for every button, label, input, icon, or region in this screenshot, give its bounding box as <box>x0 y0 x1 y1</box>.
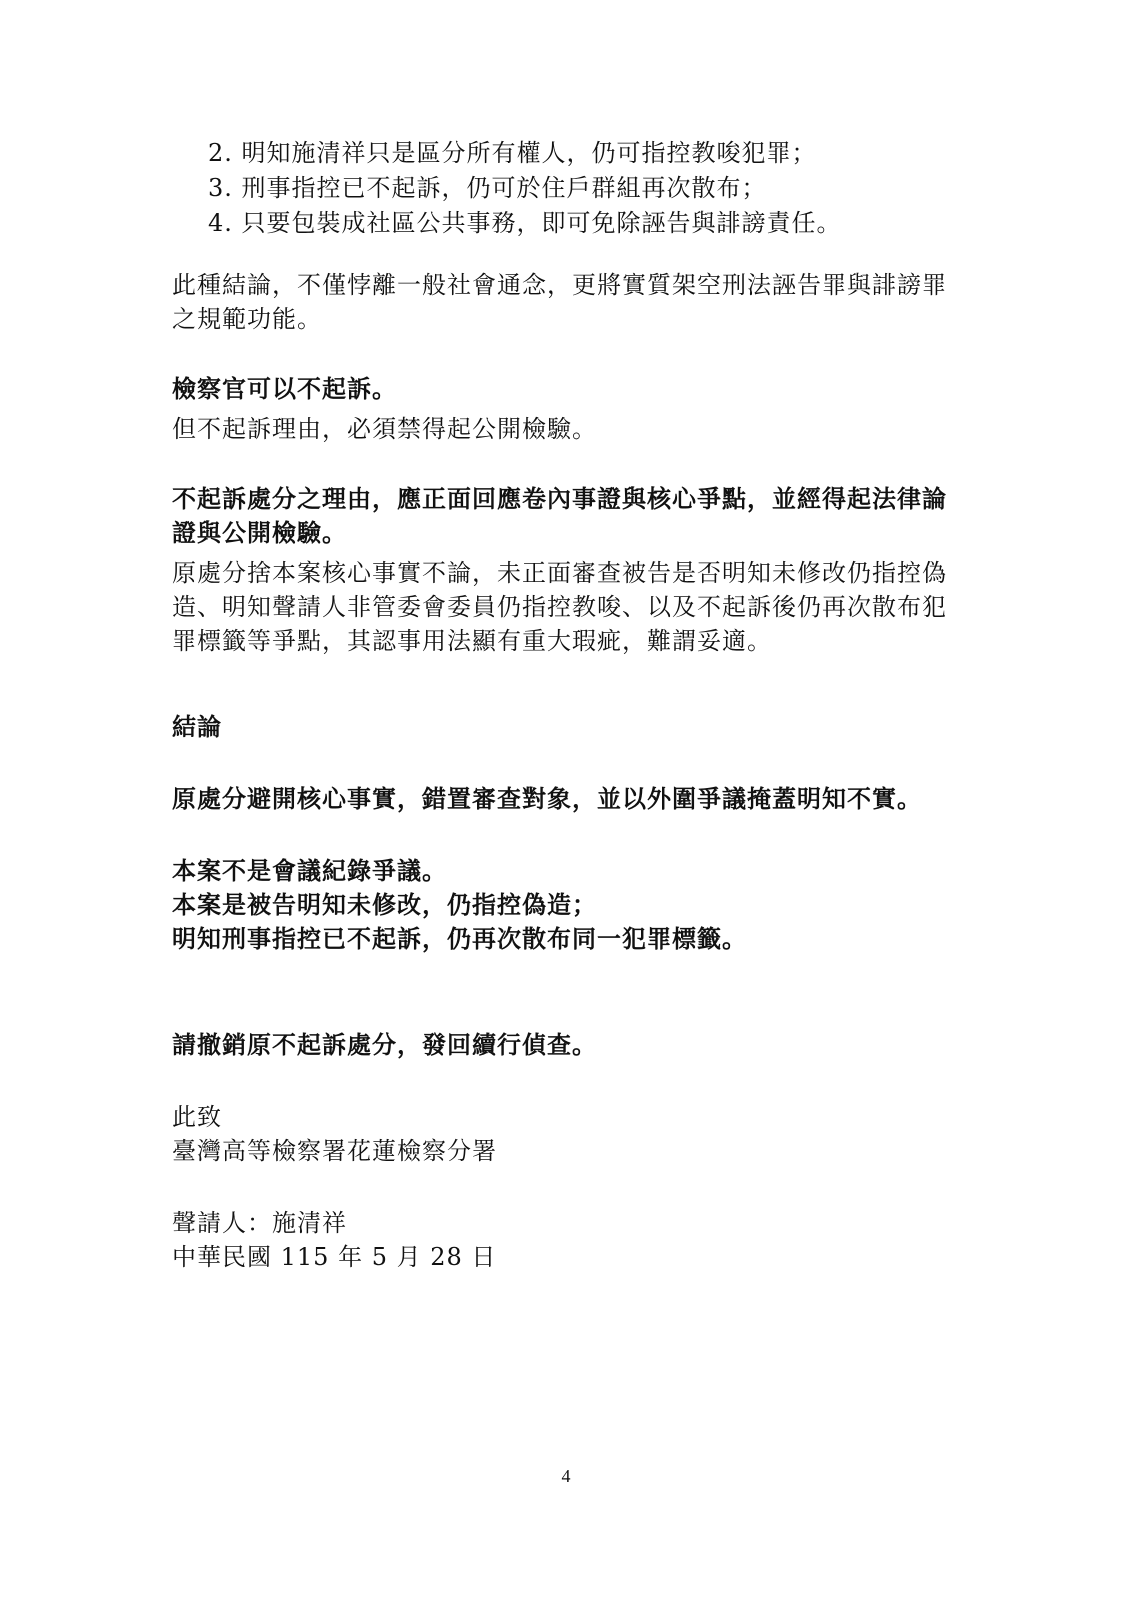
reason-heading: 不起訴處分之理由，應正面回應卷內事證與核心爭點，並經得起法律論證與公開檢驗。 <box>172 484 947 547</box>
summary-line: 本案是被告明知未修改，仍指控偽造； <box>172 890 597 919</box>
request-line: 請撤銷原不起訴處分，發回續行偵查。 <box>172 1030 597 1059</box>
numbered-list <box>208 136 952 240</box>
recipient: 臺灣高等檢察署花蓮檢察分署 <box>172 1137 497 1165</box>
summary-line: 本案不是會議紀錄爭議。 <box>172 856 447 885</box>
document-body <box>172 136 952 1274</box>
list-item: 4. 只要包裝成社區公共事務，即可免除誣告與誹謗責任。 <box>208 209 842 237</box>
conclusion-paragraph: 此種結論，不僅悖離一般社會通念，更將實質架空刑法誣告罪與誹謗罪之規範功能。 <box>172 271 947 333</box>
list-item: 2. 明知施清祥只是區分所有權人，仍可指控教唆犯罪； <box>208 139 817 167</box>
applicant: 聲請人：施清祥 <box>172 1209 347 1237</box>
page-number: 4 <box>561 1466 571 1486</box>
summary-line: 明知刑事指控已不起訴，仍再次散布同一犯罪標籤。 <box>172 924 747 953</box>
reason-paragraph: 但不起訴理由，必須禁得起公開檢驗。 <box>172 415 597 443</box>
prosecutor-heading: 檢察官可以不起訴。 <box>172 374 397 403</box>
closing-salutation: 此致 <box>172 1103 222 1131</box>
document-date: 中華民國 115 年 5 月 28 日 <box>172 1243 497 1271</box>
list-item: 3. 刑事指控已不起訴，仍可於住戶群組再次散布； <box>208 174 767 202</box>
summary-paragraph: 原處分避開核心事實，錯置審查對象，並以外圍爭議掩蓋明知不實。 <box>172 784 922 813</box>
original-disposition-paragraph: 原處分捨本案核心事實不論，未正面審查被告是否明知未修改仍指控偽造、明知聲請人非管委會委員仍指控教唆、以及不起訴後仍再次散布犯罪標籤等爭點，其認事用法顯有重大瑕疵，難謂妥適。 <box>172 559 947 655</box>
conclusion-heading: 結論 <box>172 712 222 741</box>
